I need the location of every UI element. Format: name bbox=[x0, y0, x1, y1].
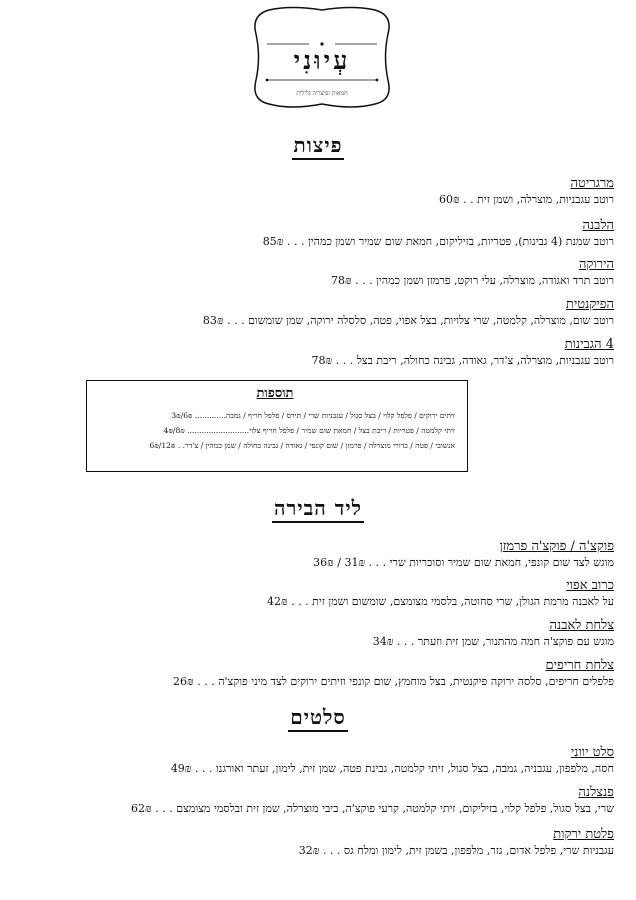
item-name: הלבנה bbox=[582, 218, 614, 233]
section-title-salads: סלטים bbox=[0, 705, 636, 730]
item-name: פנצלנה bbox=[578, 785, 614, 800]
item-name: מרגריטה bbox=[570, 176, 614, 191]
restaurant-logo bbox=[247, 4, 397, 110]
item-name: פלטת ירקות bbox=[553, 827, 614, 842]
item-description: שרי, בצל סגול, פלפל קלוי, בזיליקום, זיתי קלמטה, קרעי פוקצ'ה, ביבי מוצרלה, שמן זית ובלסמי מצומצם . . . 62₪ bbox=[131, 802, 614, 815]
item-description: עגבניות שרי, פלפל אדום, גזר, מלפפון, בשמן זית, לימון ומלח גס . . . 32₪ bbox=[298, 844, 614, 857]
item-description: חסה, מלפפון, עגבניה, גמבה, בצל סגול, זיתי קלמטה, גבינת פטה, שמן זית, לימון, זעתר ואורגנו . . . 49₪ bbox=[170, 762, 614, 775]
menu-item bbox=[14, 617, 614, 649]
item-description: רוטב עגבניות, מוצרלה, צ'דר, גאודה, גבינה כחולה, ריבת בצל . . . 78₪ bbox=[311, 354, 614, 367]
menu-item bbox=[14, 256, 614, 288]
item-name: צלחת לאבנה bbox=[549, 618, 614, 633]
logo-subtitle: חמאות ופיצריה גלילית bbox=[296, 90, 348, 97]
item-description: רוטב שום, מוצרלה, קלמטה, שרי צלויות, בצל אפוי, פטה, סלסלה ירוקה, שמן שומשום . . . 83₪ bbox=[202, 314, 614, 327]
item-description: מוגש עם פוקצ'ה חמה מהתנור, שמן זית וזעתר . . . 34₪ bbox=[372, 635, 614, 648]
extras-row: זיתי קלמטה / פטריות / ריבת בצל / חמאת שום שמיר / פלפל חריף צלוי.......................... 8₪/4₪ bbox=[163, 426, 455, 435]
extras-box bbox=[86, 380, 468, 472]
item-name: צלחת חריפים bbox=[545, 658, 614, 673]
item-name: 4 הגבינות bbox=[564, 337, 614, 352]
item-name: הפיקנטית bbox=[565, 297, 614, 312]
item-description: על לאבנה מרמת הגולן, שרי סחוטה, בלסמי מצומצם, שומשום ושמן זית . . . 42₪ bbox=[267, 595, 614, 608]
item-description: מוגש לצד שום קונפי, חמאת שום שמיר וסוכריות שרי . . . 31₪ / 36₪ bbox=[313, 556, 614, 569]
menu-item bbox=[14, 538, 614, 570]
item-description: רוטב תרד ואגודה, מוצרלה, עלי רוקט, פרמזן ושמן כמהין . . . 78₪ bbox=[330, 274, 614, 287]
item-name: פוקצ'ה / פוקצ'ה פרמזן bbox=[499, 539, 614, 554]
menu-item bbox=[14, 744, 614, 776]
menu-item bbox=[14, 175, 614, 207]
logo-title: עְיוּנִי bbox=[293, 46, 351, 75]
item-name: כרוב אפוי bbox=[566, 578, 614, 593]
item-description: רוטב עגבניות, מוצרלה, ושמן זית . . 60₪ bbox=[438, 193, 614, 206]
item-name: סלט יווני bbox=[570, 745, 614, 760]
menu-item bbox=[14, 826, 614, 858]
item-description: פלפלים חריפים, סלסה ירוקה פיקנטית, בצל מוחמץ, שום קונפי וזיתים ירוקים לצד מיני פוקצ'ה . . . 26₪ bbox=[173, 675, 614, 688]
section-title-pizzas: פיצות bbox=[0, 133, 636, 158]
extras-title: תוספות bbox=[256, 386, 294, 401]
menu-item bbox=[14, 217, 614, 249]
item-description: רוטב שמנת (4 גבינות), פטריות, בזיליקום, חמאת שום שמיר ושמן כמהין . . . 85₪ bbox=[262, 235, 614, 248]
section-title-beer: ליד הבירה bbox=[0, 496, 636, 521]
menu-item bbox=[14, 336, 614, 368]
item-name: הירוקה bbox=[578, 257, 614, 272]
menu-item bbox=[14, 577, 614, 609]
extras-row: אנשובי / פטה / כדורי מוצרלה / פרמזן / שום קונפי / גאודה / גבינה כחולה / שמן כמהין / צ'דר. . 12₪/6₪ bbox=[149, 441, 455, 450]
extras-row: זיתים ירוקים / פלפל קלוי / בצל סגול / עגבניות שרי / תירס / פלפל חריף / גמבה............. 6₪/3₪ bbox=[171, 411, 455, 420]
menu-item bbox=[14, 657, 614, 689]
menu-item bbox=[14, 784, 614, 816]
menu-item bbox=[14, 296, 614, 328]
